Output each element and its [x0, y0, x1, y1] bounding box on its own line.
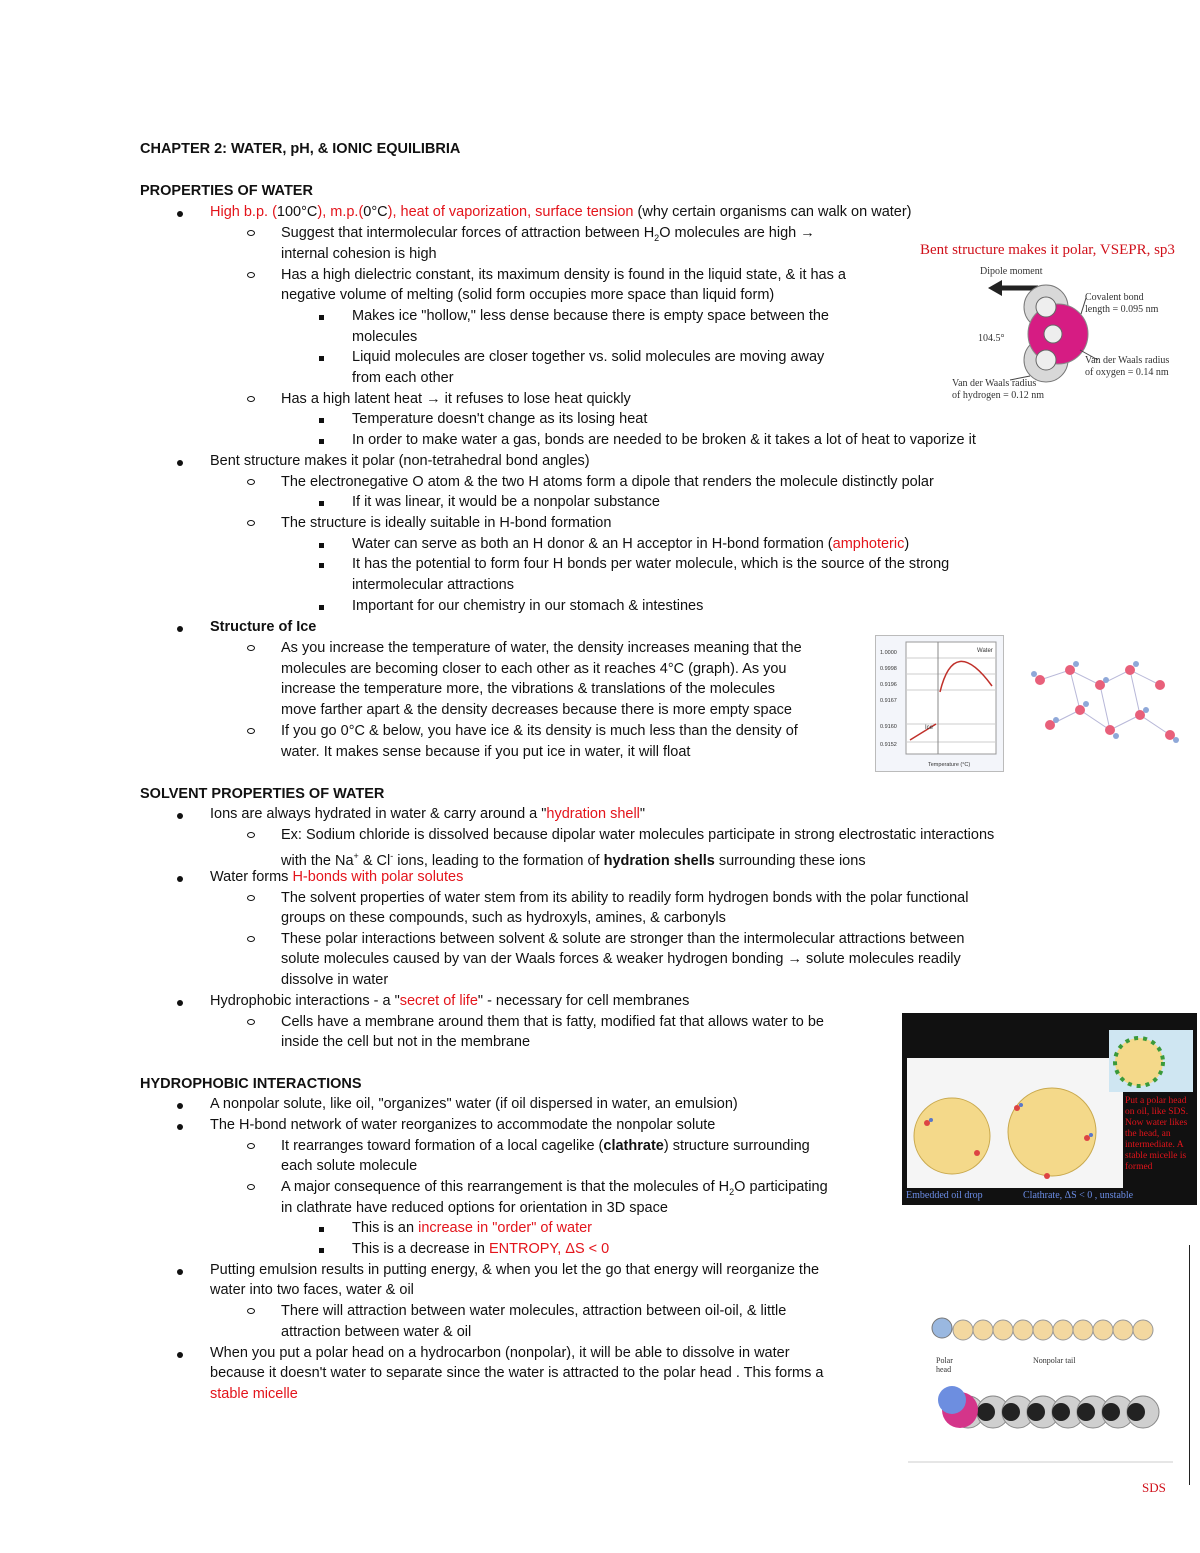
bullet-h2 [177, 1124, 183, 1130]
micelle-inner-panel [907, 1058, 1123, 1188]
carbon-core [1002, 1403, 1020, 1421]
label-dipole-moment: Dipole moment [980, 266, 1043, 277]
carbon-atom [1013, 1320, 1033, 1340]
carbon-core [1127, 1403, 1145, 1421]
ice-lattice-svg [1010, 640, 1190, 770]
figure-water-dipole [918, 240, 1198, 405]
water-molecule [1089, 1133, 1093, 1137]
line-l5: negative volume of melting (solid form occupies more space than liquid form) [281, 287, 775, 303]
bullet-h8 [319, 1248, 324, 1253]
line-l13: Bent structure makes it polar (non-tetrahedral bond angles) [210, 453, 590, 469]
line-h10: water into two faces, water & oil [210, 1282, 414, 1298]
label-nonpolar-tail: Nonpolar tail [1033, 1356, 1076, 1365]
line-s11: Cells have a membrane around them that is fatty, modified fat that allows water to be [281, 1014, 824, 1030]
line-l6: Makes ice "hollow," less dense because there is empty space between the [352, 308, 829, 324]
micelle-label-left: Embedded oil drop [906, 1190, 983, 1201]
label-vdw-hydrogen-2: of hydrogen = 0.12 nm [952, 390, 1045, 401]
water-molecule [1084, 1135, 1090, 1141]
line-l4: Has a high dielectric constant, its maximum density is found in the liquid state, & it has a [281, 267, 846, 283]
line-l26: If you go 0°C & below, you have ice & its density is much less than the density of [281, 723, 798, 739]
bullet-l14 [247, 479, 255, 485]
oxygen-atom [1065, 665, 1075, 675]
bullet-h5 [247, 1184, 255, 1190]
line-h6: in clathrate have reduced options for orientation in 3D space [281, 1200, 668, 1216]
micelle-label-right: Clathrate, ΔS < 0 , unstable [1023, 1190, 1134, 1201]
bullet-l6 [319, 315, 324, 320]
bullet-l18 [319, 563, 324, 568]
hydrogen-atom [1173, 737, 1179, 743]
line-h7: This is an increase in "order" of water [352, 1220, 592, 1236]
sulfate-oxygen [938, 1386, 966, 1414]
line-h13: When you put a polar head on a hydrocarbon (nonpolar), it will be able to dissolve in water [210, 1345, 790, 1361]
bullet-h13 [177, 1352, 183, 1358]
hydrogen-atom [1031, 671, 1037, 677]
line-h1: A nonpolar solute, like oil, "organizes" water (if oil dispersed in water, an emulsion) [210, 1096, 738, 1112]
carbon-core [1102, 1403, 1120, 1421]
ytick-label: 0.9167 [880, 698, 897, 704]
ytick-label: 1.0000 [880, 650, 897, 656]
line-s5: The solvent properties of water stem from its ability to readily form hydrogen bonds with the polar functional [281, 890, 969, 906]
label-vdw-hydrogen-1: Van der Waals radius [952, 378, 1037, 389]
water-molecule [974, 1150, 980, 1156]
hydrogen-nucleus-bottom [1036, 350, 1056, 370]
figure-ice-lattice [1010, 640, 1190, 770]
bullet-l1 [177, 211, 183, 217]
line-h11: There will attraction between water molecules, attraction between oil-oil, & little [281, 1303, 787, 1319]
carbon-atom [1113, 1320, 1133, 1340]
carbon-core [1077, 1403, 1095, 1421]
bullet-s2 [247, 832, 255, 838]
bullet-l21 [177, 626, 183, 632]
oxygen-atom [1155, 680, 1165, 690]
line-s6: groups on these compounds, such as hydroxyls, amines, & carbonyls [281, 910, 726, 926]
bullet-l10 [247, 396, 255, 402]
carbon-atom [1133, 1320, 1153, 1340]
line-l11: Temperature doesn't change as its losing heat [352, 411, 648, 427]
line-l3: internal cohesion is high [281, 246, 437, 262]
stable-micelle [1115, 1038, 1163, 1086]
dipole-arrowhead [988, 280, 1002, 296]
line-l22: As you increase the temperature of water, the density increases meaning that the [281, 640, 802, 656]
oxygen-atom [1105, 725, 1115, 735]
line-l12: In order to make water a gas, bonds are needed to be broken & it takes a lot of heat to vaporize it [352, 432, 976, 448]
bullet-h7 [319, 1227, 324, 1232]
carbon-atom [953, 1320, 973, 1340]
line-l19: intermolecular attractions [352, 577, 514, 593]
line-s3: with the Na+ & Cl- ions, leading to the formation of hydration shells surrounding these ions [281, 851, 866, 869]
bullet-l20 [319, 605, 324, 610]
line-h3: It rearranges toward formation of a local cagelike (clathrate) structure surrounding [281, 1138, 810, 1154]
heading-hydrophobic-interactions: HYDROPHOBIC INTERACTIONS [140, 1076, 362, 1092]
ytick-label: 0.9160 [880, 724, 897, 730]
figure-micelle-clathrate [902, 1013, 1197, 1205]
carbon-atom [1033, 1320, 1053, 1340]
bullet-l4 [247, 272, 255, 278]
oxygen-atom [1035, 675, 1045, 685]
line-l20: Important for our chemistry in our stomach & intestines [352, 598, 704, 614]
label-vdw-oxygen-1: Van der Waals radius [1085, 355, 1170, 366]
line-l24: increase the temperature more, the vibrations & translations of the molecules [281, 681, 776, 697]
water-molecule [1014, 1105, 1020, 1111]
ytick-label: 0.9998 [880, 666, 897, 672]
hydrogen-atom [1083, 701, 1089, 707]
hydrogen-atom [1113, 733, 1119, 739]
line-l17: Water can serve as both an H donor & an H acceptor in H-bond formation (amphoteric) [352, 536, 910, 552]
line-h4: each solute molecule [281, 1158, 418, 1174]
line-l18: It has the potential to form four H bonds per water molecule, which is the source of the strong [352, 556, 950, 572]
bullet-l13 [177, 460, 183, 466]
bullet-s1 [177, 813, 183, 819]
carbon-atom [1053, 1320, 1073, 1340]
hydrogen-atom [1073, 661, 1079, 667]
label-covalent-2: length = 0.095 nm [1085, 304, 1159, 315]
polar-head [932, 1318, 952, 1338]
line-s2: Ex: Sodium chloride is dissolved because dipolar water molecules participate in strong electrostatic interactions [281, 827, 995, 843]
ytick-label: 0.9152 [880, 742, 897, 748]
clathrate-drop [1008, 1088, 1096, 1176]
line-l2: Suggest that intermolecular forces of attraction between $H_2O$ molecules are high → [281, 225, 815, 243]
label-vdw-oxygen-2: of oxygen = 0.14 nm [1085, 367, 1169, 378]
line-l14: The electronegative O atom & the two H atoms form a dipole that renders the molecule distinctly polar [281, 474, 934, 490]
micelle-inset [1109, 1030, 1193, 1092]
line-s12: inside the cell but not in the membrane [281, 1034, 531, 1050]
bullet-l12 [319, 439, 324, 444]
label-polar-head: Polar head [936, 1356, 953, 1374]
bullet-l8 [319, 356, 324, 361]
bullet-s7 [247, 936, 255, 942]
oil-drop [914, 1098, 990, 1174]
water-molecule [1019, 1103, 1023, 1107]
bullet-l16 [247, 520, 255, 526]
bullet-s11 [247, 1019, 255, 1025]
line-s9: dissolve in water [281, 972, 389, 988]
line-h14: because it doesn't water to separate since the water is attracted to the polar head . This forms a [210, 1365, 824, 1381]
line-h5: A major consequence of this rearrangement is that the molecules of $H_2O$ participating [281, 1179, 828, 1197]
series-ice-label: Ice [925, 725, 934, 731]
bullet-l11 [319, 418, 324, 423]
label-sds: SDS [1142, 1480, 1166, 1495]
bullet-s4 [177, 876, 183, 882]
bullet-l17 [319, 543, 324, 548]
bullet-h1 [177, 1103, 183, 1109]
micelle-inset-svg [1109, 1030, 1193, 1092]
line-s4: Water forms H-bonds with polar solutes [210, 869, 464, 885]
line-l15: If it was linear, it would be a nonpolar substance [352, 494, 660, 510]
plot-area [906, 642, 996, 754]
line-l7: molecules [352, 329, 418, 345]
bullet-h9 [177, 1269, 183, 1275]
bullet-l2 [247, 230, 255, 236]
bullet-l15 [319, 501, 324, 506]
hydrogen-atom [1143, 707, 1149, 713]
water-molecule [924, 1120, 930, 1126]
bullet-h11 [247, 1308, 255, 1314]
micelle-drawing [907, 1058, 1123, 1188]
line-l23: molecules are becoming closer to each other as it reaches 4°C (graph). As you [281, 661, 787, 677]
heading-properties-of-water: PROPERTIES OF WATER [140, 183, 313, 199]
figure-density-graph [875, 635, 1004, 772]
label-covalent-1: Covalent bond [1085, 292, 1144, 303]
density-graph-svg [876, 636, 1003, 771]
line-l8: Liquid molecules are closer together vs. solid molecules are moving away [352, 349, 825, 365]
chapter-title: CHAPTER 2: WATER, pH, & IONIC EQUILIBRIA [140, 141, 461, 157]
line-h12: attraction between water & oil [281, 1324, 472, 1340]
oxygen-atom [1125, 665, 1135, 675]
bullet-l26 [247, 728, 255, 734]
line-s7: These polar interactions between solvent & solute are stronger than the intermolecular attractions between [281, 931, 965, 947]
figure-sds-structure [908, 1250, 1190, 1500]
hydrogen-atom [1103, 677, 1109, 683]
water-molecule [929, 1118, 933, 1122]
hydrogen-nucleus-top [1036, 297, 1056, 317]
ytick-label: 0.9196 [880, 682, 897, 688]
line-s8: solute molecules caused by van der Waals forces & weaker hydrogen bonding → solute molecules readily [281, 951, 961, 967]
figure-dipole-caption: Bent structure makes it polar, VSEPR, sp3 [920, 242, 1175, 258]
hydrogen-atom [1053, 717, 1059, 723]
oxygen-nucleus [1044, 325, 1062, 343]
carbon-atom [973, 1320, 993, 1340]
line-l21: Structure of Ice [210, 619, 317, 635]
line-h2: The H-bond network of water reorganizes to accommodate the nonpolar solute [210, 1117, 716, 1133]
carbon-atom [993, 1320, 1013, 1340]
sds-right-border [1189, 1245, 1190, 1485]
line-l1: High b.p. (100°C), m.p.(0°C), heat of vaporization, surface tension (why certain organisms can walk on water) [210, 204, 912, 220]
carbon-atom [1073, 1320, 1093, 1340]
bullet-h3 [247, 1143, 255, 1149]
line-s1: Ions are always hydrated in water & carry around a "hydration shell" [210, 806, 646, 822]
line-l10: Has a high latent heat → it refuses to lose heat quickly [281, 391, 631, 407]
carbon-atom [1093, 1320, 1113, 1340]
x-axis-label: Temperature (°C) [928, 762, 971, 768]
bullet-s10 [177, 1000, 183, 1006]
carbon-core [977, 1403, 995, 1421]
water-molecule [1044, 1173, 1050, 1179]
line-h9: Putting emulsion results in putting energy, & when you let the go that energy will reorganize the [210, 1262, 820, 1278]
line-l16: The structure is ideally suitable in H-bond formation [281, 515, 612, 531]
carbon-core [1052, 1403, 1070, 1421]
heading-solvent-properties: SOLVENT PROPERTIES OF WATER [140, 786, 385, 802]
label-bond-angle: 104.5° [978, 333, 1005, 344]
line-l25: move farther apart & the density decreases because there is more empty space [281, 702, 792, 718]
bullet-l22 [247, 645, 255, 651]
series-water-label: Water [977, 648, 993, 654]
micelle-side-note: Put a polar head on oil, like SDS. Now water likes the head, an intermediate. A stable micelle is formed [1125, 1096, 1189, 1172]
line-h8: This is a decrease in ENTROPY, ΔS < 0 [352, 1241, 610, 1257]
line-s10: Hydrophobic interactions - a "secret of life" - necessary for cell membranes [210, 993, 690, 1009]
line-l27: water. It makes sense because if you put ice in water, it will float [281, 744, 691, 760]
oxygen-atom [1075, 705, 1085, 715]
line-l9: from each other [352, 370, 454, 386]
hydrogen-atom [1133, 661, 1139, 667]
line-h15: stable micelle [210, 1386, 298, 1402]
carbon-core [1027, 1403, 1045, 1421]
bullet-s5 [247, 895, 255, 901]
